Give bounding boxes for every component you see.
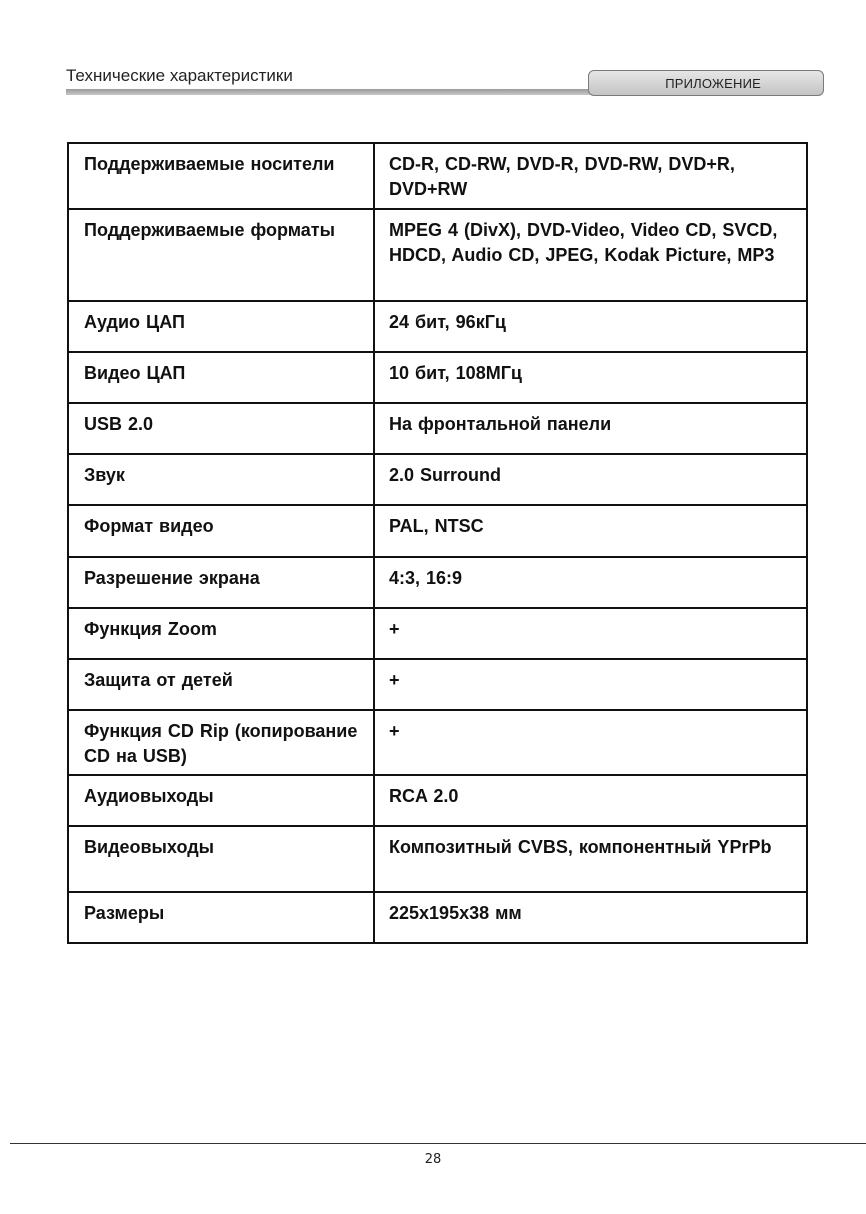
spec-param: Видео ЦАП bbox=[68, 352, 374, 403]
spec-row bbox=[68, 608, 807, 659]
spec-value: 24 бит, 96кГц bbox=[374, 301, 807, 352]
spec-row bbox=[68, 352, 807, 403]
spec-row bbox=[68, 557, 807, 608]
spec-param: Размеры bbox=[68, 892, 374, 943]
spec-value: + bbox=[374, 710, 807, 775]
spec-value: CD-R, CD-RW, DVD-R, DVD-RW, DVD+R, DVD+RW bbox=[374, 143, 807, 209]
spec-row bbox=[68, 209, 807, 301]
spec-row bbox=[68, 301, 807, 352]
spec-value: 225x195x38 мм bbox=[374, 892, 807, 943]
spec-param: Разрешение экрана bbox=[68, 557, 374, 608]
spec-param: Формат видео bbox=[68, 505, 374, 557]
spec-param: Видеовыходы bbox=[68, 826, 374, 892]
spec-value: RCA 2.0 bbox=[374, 775, 807, 826]
spec-row bbox=[68, 892, 807, 943]
spec-param: Поддерживаемые носители bbox=[68, 143, 374, 209]
spec-row bbox=[68, 505, 807, 557]
spec-row bbox=[68, 710, 807, 775]
spec-param: Аудио ЦАП bbox=[68, 301, 374, 352]
header-rule bbox=[66, 89, 596, 95]
spec-value: 2.0 Surround bbox=[374, 454, 807, 505]
spec-value: PAL, NTSC bbox=[374, 505, 807, 557]
appendix-tab: ПРИЛОЖЕНИЕ bbox=[588, 70, 824, 96]
spec-param: Защита от детей bbox=[68, 659, 374, 710]
spec-param: Функция CD Rip (копирование CD на USB) bbox=[68, 710, 374, 775]
spec-table bbox=[67, 142, 808, 944]
spec-value: + bbox=[374, 608, 807, 659]
spec-row bbox=[68, 826, 807, 892]
spec-param: Поддерживаемые форматы bbox=[68, 209, 374, 301]
spec-param: Аудиовыходы bbox=[68, 775, 374, 826]
spec-row bbox=[68, 403, 807, 454]
spec-value: Композитный CVBS, компонентный YPrPb bbox=[374, 826, 807, 892]
spec-param: Звук bbox=[68, 454, 374, 505]
spec-param: Функция Zoom bbox=[68, 608, 374, 659]
spec-value: + bbox=[374, 659, 807, 710]
spec-row bbox=[68, 143, 807, 209]
spec-row bbox=[68, 775, 807, 826]
spec-value: 10 бит, 108МГц bbox=[374, 352, 807, 403]
spec-value: MPEG 4 (DivX), DVD-Video, Video CD, SVCD, HDCD, Audio CD, JPEG, Kodak Picture, MP3 bbox=[374, 209, 807, 301]
spec-value: 4:3, 16:9 bbox=[374, 557, 807, 608]
spec-value: На фронтальной панели bbox=[374, 403, 807, 454]
spec-row bbox=[68, 454, 807, 505]
section-title: Технические характеристики bbox=[66, 66, 293, 85]
spec-param: USB 2.0 bbox=[68, 403, 374, 454]
page-number: 28 bbox=[424, 1152, 442, 1167]
spec-row bbox=[68, 659, 807, 710]
footer-rule bbox=[10, 1143, 866, 1144]
